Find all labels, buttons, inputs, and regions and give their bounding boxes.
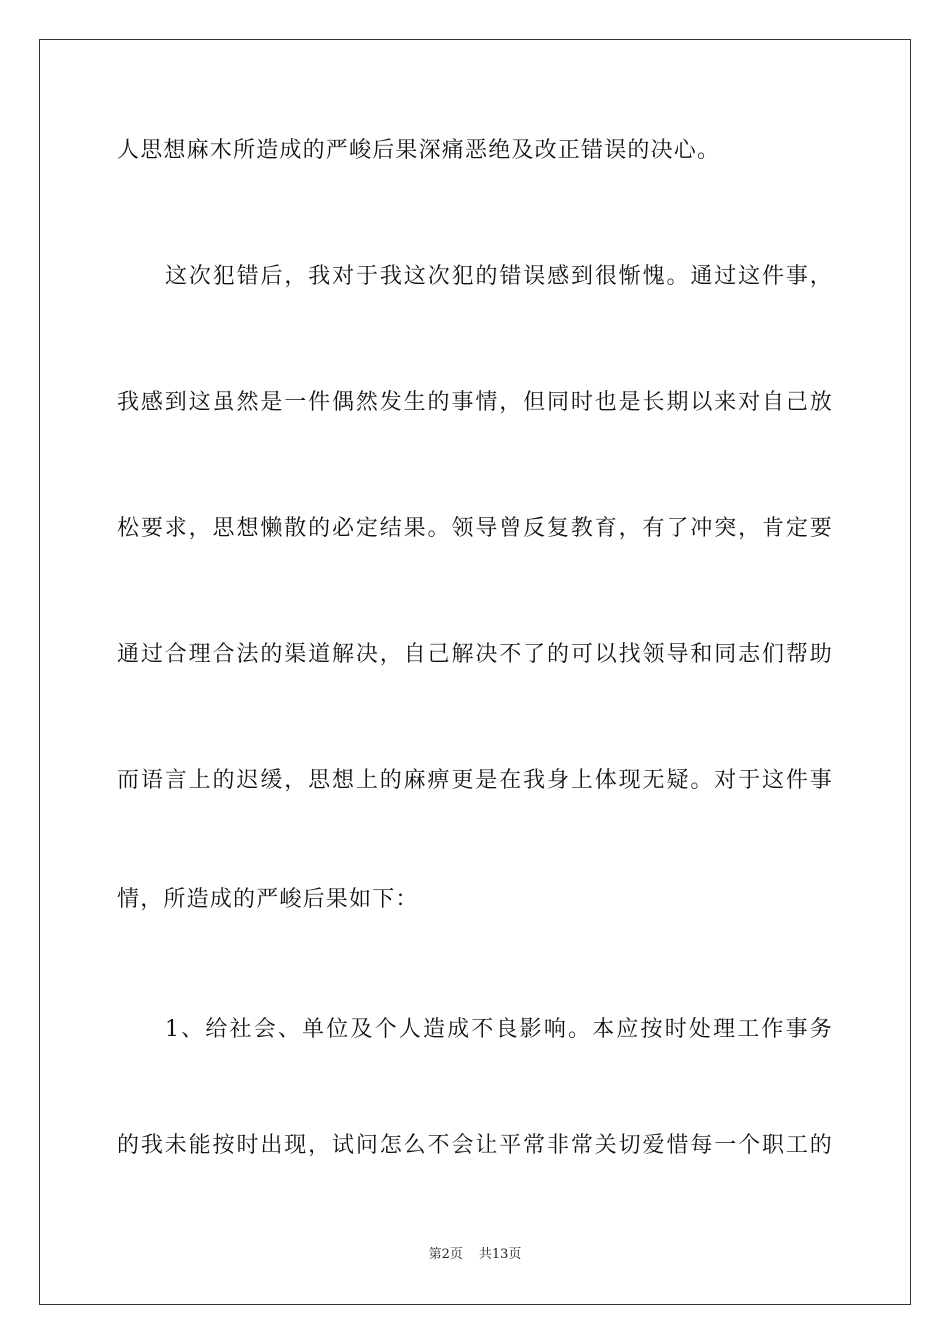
text-line: 这次犯错后，我对于我这次犯的错误感到很惭愧。通过这件事， bbox=[165, 264, 833, 289]
page-footer bbox=[0, 1246, 950, 1264]
text-line: 1、给社会、单位及个人造成不良影响。本应按时处理工作事务 bbox=[165, 1017, 833, 1042]
page-border bbox=[39, 39, 911, 1305]
text-line: 我感到这虽然是一件偶然发生的事情，但同时也是长期以来对自己放 bbox=[117, 390, 833, 415]
text-line: 情，所造成的严峻后果如下： bbox=[117, 887, 419, 912]
text-line: 松要求，思想懒散的必定结果。领导曾反复教育，有了冲突，肯定要 bbox=[117, 516, 833, 541]
text-line: 而语言上的迟缓，思想上的麻痹更是在我身上体现无疑。对于这件事 bbox=[117, 768, 833, 793]
page-total: 共13页 bbox=[478, 1247, 522, 1262]
text-line: 的我未能按时出现，试问怎么不会让平常非常关切爱惜每一个职工的 bbox=[117, 1133, 833, 1158]
text-line: 通过合理合法的渠道解决，自己解决不了的可以找领导和同志们帮助 bbox=[117, 642, 833, 667]
text-line: 人思想麻木所造成的严峻后果深痛恶绝及改正错误的决心。 bbox=[117, 138, 721, 163]
page-number: 第2页 bbox=[428, 1247, 463, 1262]
